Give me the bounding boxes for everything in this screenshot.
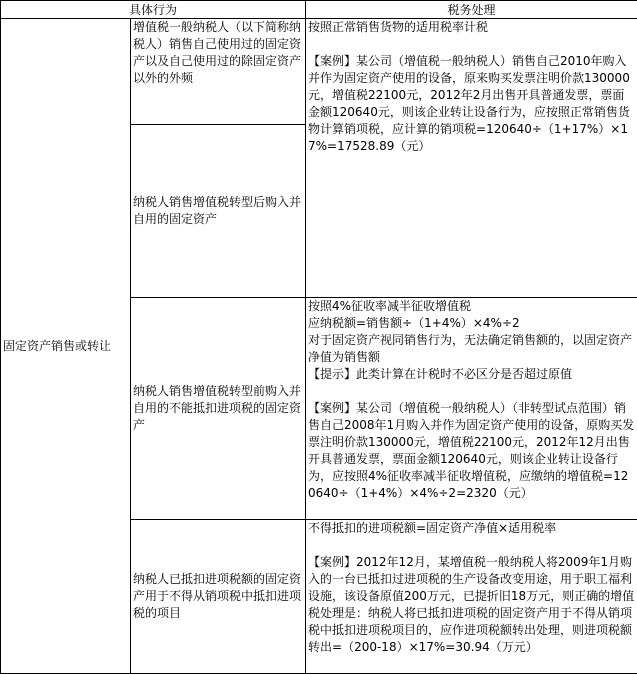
treatment-line: 【案例】2012年12月，某增值税一般纳税人将2009年1月购入的一台已抵扣过进项税的生产设备改变用途，用于职工福利设施，该设备原值200万元，已提折旧18万元，则正确的增值税处理是：纳税人将已抵扣进项税的固定资产用于不得从销项税中抵扣进项税项目的，应作进项税额转出处理，则进项税额转出=（200-18）×17%=30.94（万元）	[308, 554, 635, 656]
treatment-line	[308, 537, 635, 554]
header-row	[1, 1, 637, 19]
table-row	[1, 19, 637, 125]
treatment-line	[308, 383, 635, 400]
behavior-cell: 增值税一般纳税人（以下简称纳税人）销售自己使用过的固定资产以及自己使用过的除固定资产以外的外频	[131, 19, 306, 125]
treatment-line: 按照4%征收率减半征收增值税	[308, 298, 635, 315]
header-treatment: 税务处理	[306, 1, 637, 19]
treatment-line: 对于固定资产视同销售行为，无法确定销售额的，以固定资产净值为销售额	[308, 332, 635, 366]
treatment-line: 【提示】此类计算在计税时不必区分是否超过原值	[308, 366, 635, 383]
treatment-line: 【案例】某公司（增值税一般纳税人）（非转型试点范围）销售自己2008年1月购入并作为固定资产使用的设备，原购买发票注明价款130000元，增值税22100元，2012年12月出售开具普通发票，票面金额120640元，则该企业转让设备行为，应按照4%征收率减半征收增值税，应缴纳的增值税=120640÷（1+4%）×4%÷2=2320（元）	[308, 400, 635, 502]
header-behavior: 具体行为	[1, 1, 306, 19]
treatment-line: 应纳税额=销售额÷（1+4%）×4%÷2	[308, 315, 635, 332]
treatment-cell	[306, 520, 637, 674]
behavior-cell: 纳税人销售增值税转型后购入并自用的固定资产	[131, 125, 306, 298]
treatment-cell	[306, 298, 637, 520]
category-cell: 固定资产销售或转让	[1, 19, 131, 674]
treatment-line: 【案例】某公司（增值税一般纳税人）销售自己2010年购入并作为固定资产使用的设备，原来购买发票注明价款130000元，增值税22100元，2012年2月出售开具普通发票，票面金额120640元，则该企业转让设备行为，应按照正常销售货物计算销项税，应计算的销项税=120640÷（1+17%）×17%=17528.89（元）	[308, 53, 635, 155]
treatment-line: 不得抵扣的进项税额=固定资产净值×适用税率	[308, 520, 635, 537]
treatment-line	[308, 36, 635, 53]
treatment-line: 按照正常销售货物的适用税率计税	[308, 19, 635, 36]
behavior-cell: 纳税人已抵扣进项税额的固定资产用于不得从销项税中抵扣进项税的项目	[131, 520, 306, 674]
behavior-cell: 纳税人销售增值税转型前购入并自用的不能抵扣进项税的固定资产	[131, 298, 306, 520]
treatment-cell	[306, 19, 637, 298]
